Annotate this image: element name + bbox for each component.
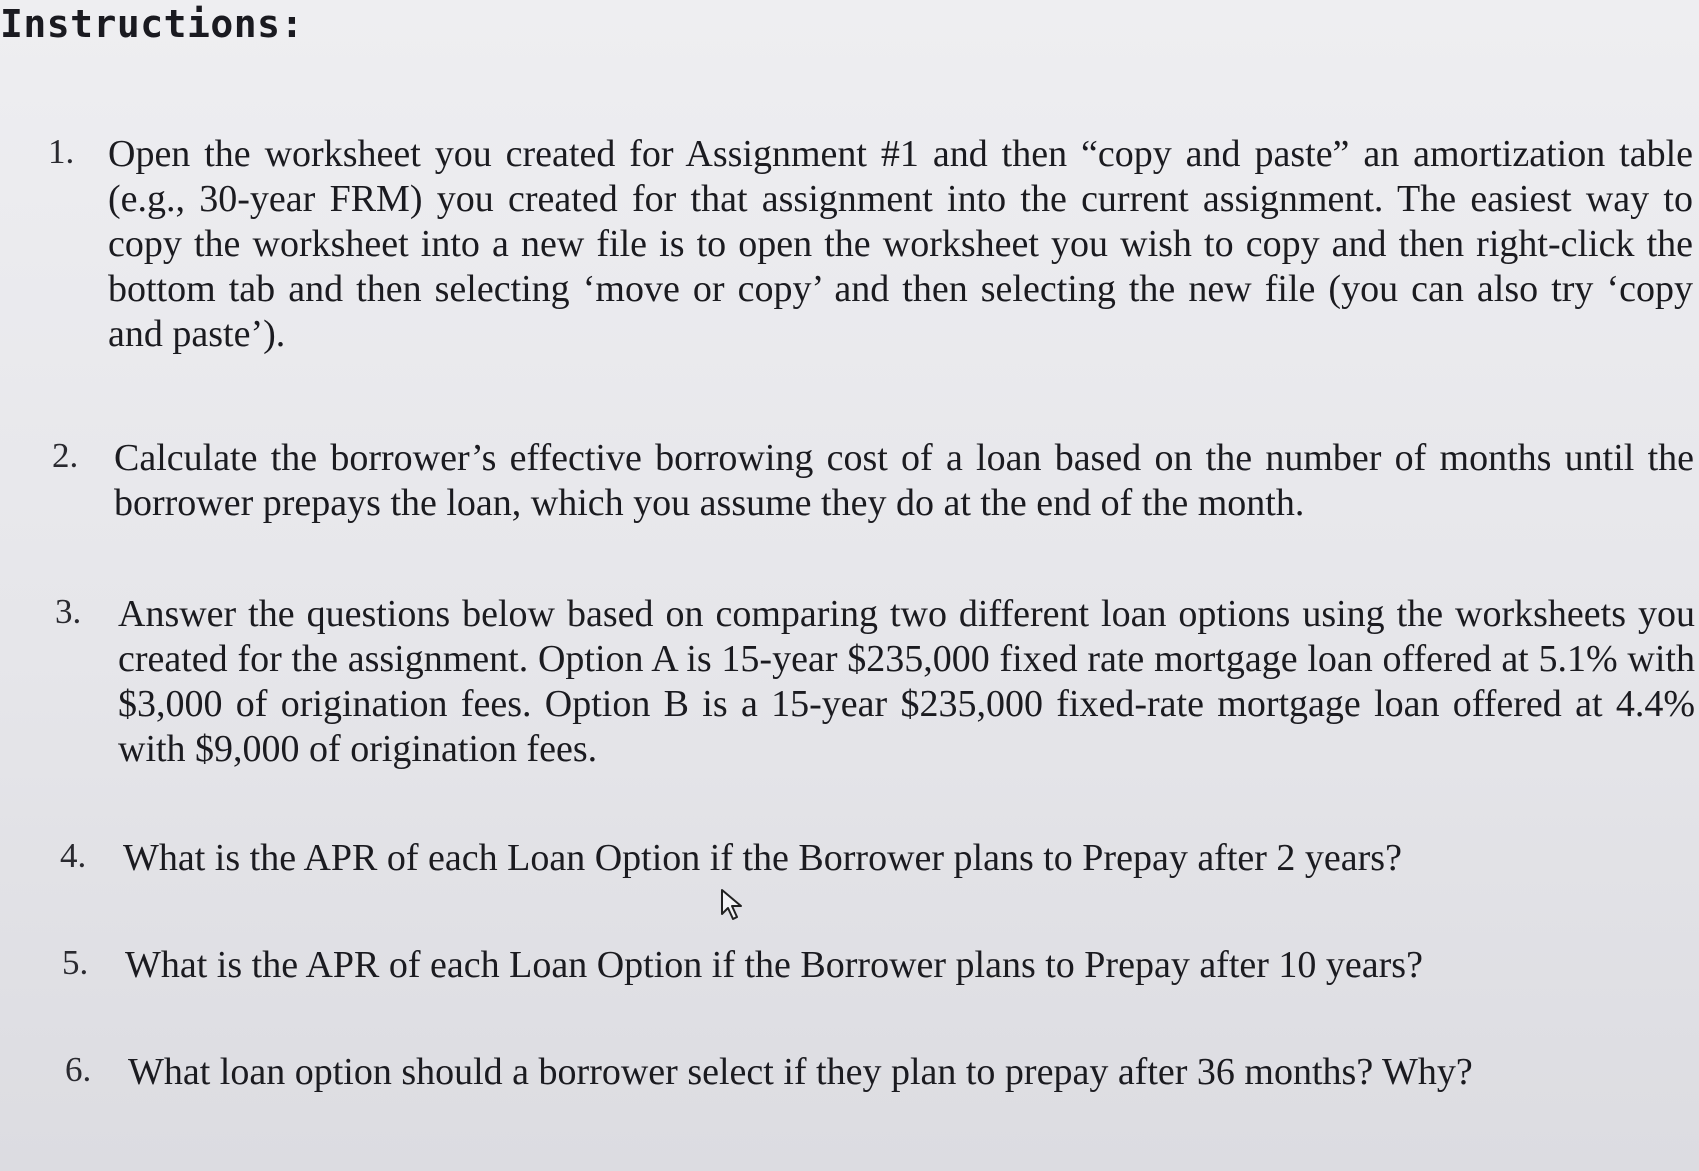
- item-number: 3.: [55, 592, 82, 631]
- mouse-pointer-icon: [720, 888, 746, 922]
- item-text: What is the APR of each Loan Option if the Borrower plans to Prepay after 2 years?: [123, 837, 1402, 879]
- instructions-heading: Instructions:: [0, 2, 304, 46]
- item-number: 5.: [62, 943, 89, 982]
- item-number: 6.: [65, 1050, 92, 1089]
- item-text: Calculate the borrower’s effective borrowing cost of a loan based on the number of months until the borrower prepays the loan, which you assume they do at the end of the month.: [114, 437, 1694, 524]
- item-number: 4.: [60, 836, 87, 875]
- item-number: 1.: [48, 132, 75, 171]
- item-text: Answer the questions below based on comparing two different loan options using the worksheets you created for the assignment. Option A is 15-year $235,000 fixed rate mortgage loan offered at 5.1% with $3,000 of origination fees. Option B is a 15-year $235,000 fixed-rate mortgage loan offered at 4.4% with $9,000 of origination fees.: [118, 593, 1695, 770]
- item-text: Open the worksheet you created for Assignment #1 and then “copy and paste” an amortization table (e.g., 30-year FRM) you created for that assignment into the current assignment. The easiest way to copy the worksheet into a new file is to open the worksheet you wish to copy and then right-click the bottom tab and then selecting ‘move or copy’ and then selecting the new file (you can also try ‘copy and paste’).: [108, 133, 1693, 355]
- item-text: What is the APR of each Loan Option if the Borrower plans to Prepay after 10 years?: [125, 944, 1423, 986]
- item-text: What loan option should a borrower select if they plan to prepay after 36 months? Why?: [128, 1051, 1473, 1093]
- item-number: 2.: [52, 436, 79, 475]
